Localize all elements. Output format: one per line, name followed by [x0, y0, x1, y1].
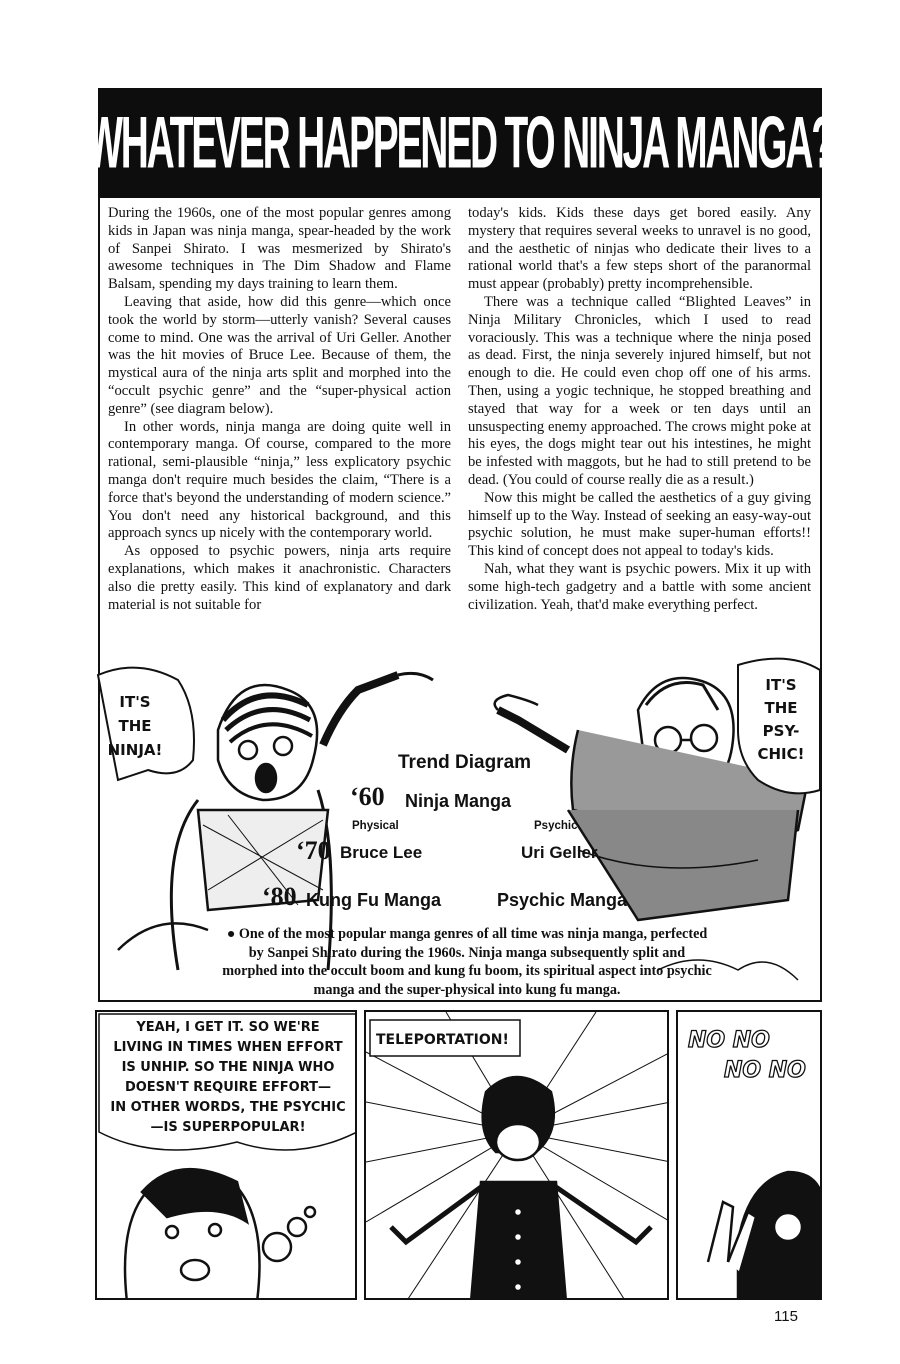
- dialogue-line: YEAH, I GET IT. SO WE'RE: [136, 1020, 320, 1035]
- paragraph: Nah, what they want is psychic powers. Mix it up with some high-tech gadgetry and a battle with some ancient civilization. Yeah, that'd make everything perfect.: [468, 560, 811, 613]
- bubble-line: THE: [118, 717, 152, 735]
- dialogue-line: IN OTHER WORDS, THE PSYCHIC: [110, 1100, 346, 1115]
- ninja-manga-label: Ninja Manga: [405, 791, 512, 811]
- paragraph: In other words, ninja manga are doing quite well in contemporary manga. Of course, compared to the more rational, semi-plausible “ninja,” less explicatory psychic manga don't require much besides the claim, “There is a force that's beyond the understanding of modern science.” You don't need any historical background, and this approach syncs up nicely with the contemporary world.: [108, 418, 451, 542]
- page-number: 115: [774, 1308, 798, 1325]
- paragraph: During the 1960s, one of the most popular genres among kids in Japan was ninja manga, spear-headed by the work of Sanpei Shirato. I was mesmerized by Shirato's awesome techniques in The Dim Shadow and Flame Balsam, spending my days training to learn them.: [108, 205, 451, 293]
- article-column-right: [468, 205, 811, 614]
- page-title: WHATEVER HAPPENED TO NINJA MANGA?: [86, 102, 834, 184]
- uri-geller-label: Uri Geller: [521, 843, 598, 862]
- year-80-label: ‘80: [262, 882, 297, 911]
- dialogue-line: IS UNHIP. SO THE NINJA WHO: [121, 1060, 335, 1075]
- paragraph: There was a technique called “Blighted Leaves” in Ninja Military Chronicles, which I used to read voraciously. This was a technique where the ninja posed as dead. First, the ninja severely injured himself, but not enough to die. He could even chop off one of his arms. Then, using a yogic technique, he stopped breathing and stayed that way for a week or ten days until an unsuspecting enemy approached. The crows might poke at his eyes, the dogs might tear out his intestines, he might be infested with maggots, but he had to still pretend to be dead. (You could of course really die as a result.): [468, 293, 811, 488]
- paragraph: Now this might be called the aesthetics of a guy giving himself up to the Way. Instead of seeking an easy-way-out psychic solution, he must make super-human efforts!! This kind of concept does not appeal to today's kids.: [468, 489, 811, 560]
- bruce-lee-label: Bruce Lee: [340, 843, 423, 862]
- ninja-speech-bubble: [100, 690, 170, 762]
- psychic-manga-label: Psychic Manga: [497, 890, 628, 910]
- psychic-label: Psychic: [534, 820, 578, 832]
- trend-diagram-title: Trend Diagram: [398, 752, 532, 773]
- bubble-line: IT'S: [765, 676, 797, 694]
- panel-1-dialogue: [97, 1018, 357, 1138]
- paragraph: today's kids. Kids these days get bored easily. Any mystery that requires several weeks to unravel is no good, and the aesthetic of ninjas who dedicate their lives to a rational world that's a few steps short of the paranormal must appear (probably) pretty incomprehensible.: [468, 205, 811, 293]
- dialogue-line: DOESN'T REQUIRE EFFORT—: [124, 1080, 332, 1095]
- dialogue-line: NO NO: [688, 1028, 770, 1053]
- paragraph: As opposed to psychic powers, ninja arts require explanations, which makes it anachronistic. Characters also die pretty easily. This kind of explanatory and dark material is not suitable for: [108, 543, 451, 613]
- physical-label: Physical: [352, 820, 399, 832]
- year-70-label: ‘70: [296, 836, 331, 865]
- panel-2-dialogue: TELEPORTATION!: [376, 1032, 509, 1048]
- dialogue-line: —IS SUPERPOPULAR!: [150, 1120, 306, 1135]
- panel-3-dialogue: [688, 1026, 818, 1086]
- bubble-line: PSY-: [762, 722, 800, 740]
- paragraph: Leaving that aside, how did this genre—which once took the world by storm—utterly vanish? Several causes come to mind. One was the arrival of Uri Geller. Another was the hit movies of Bruce Lee. Because of them, the mystical aura of the ninja arts split and morphed into the “occult psychic genre” and the “super-physical action genre” (see diagram below).: [108, 293, 451, 417]
- bubble-line: IT'S: [119, 693, 151, 711]
- panel-2-art: [366, 1012, 669, 1300]
- diagram-caption: ● One of the most popular manga genres of all time was ninja manga, perfected by Sanpei Shirato during the 1960s. Ninja manga subsequently split and morphed into the occult boom and kung fu boom, its spiritual aspect into psychic manga and the super-physical into kung fu manga.: [222, 926, 712, 998]
- bubble-line: CHIC!: [757, 745, 805, 763]
- psychic-speech-bubble: [748, 674, 814, 766]
- comic-panel-1: [95, 1010, 357, 1300]
- article-column-left: [108, 205, 451, 614]
- comic-panel-2: [364, 1010, 669, 1300]
- dialogue-line: NO NO: [724, 1058, 806, 1083]
- kung-fu-manga-label: Kung Fu Manga: [306, 890, 441, 910]
- comic-panel-3: [676, 1010, 822, 1300]
- dialogue-line: LIVING IN TIMES WHEN EFFORT: [113, 1040, 343, 1055]
- title-banner: [86, 88, 834, 198]
- bubble-line: THE: [764, 699, 798, 717]
- bubble-line: NINJA!: [107, 741, 163, 759]
- year-60-label: ‘60: [350, 782, 385, 811]
